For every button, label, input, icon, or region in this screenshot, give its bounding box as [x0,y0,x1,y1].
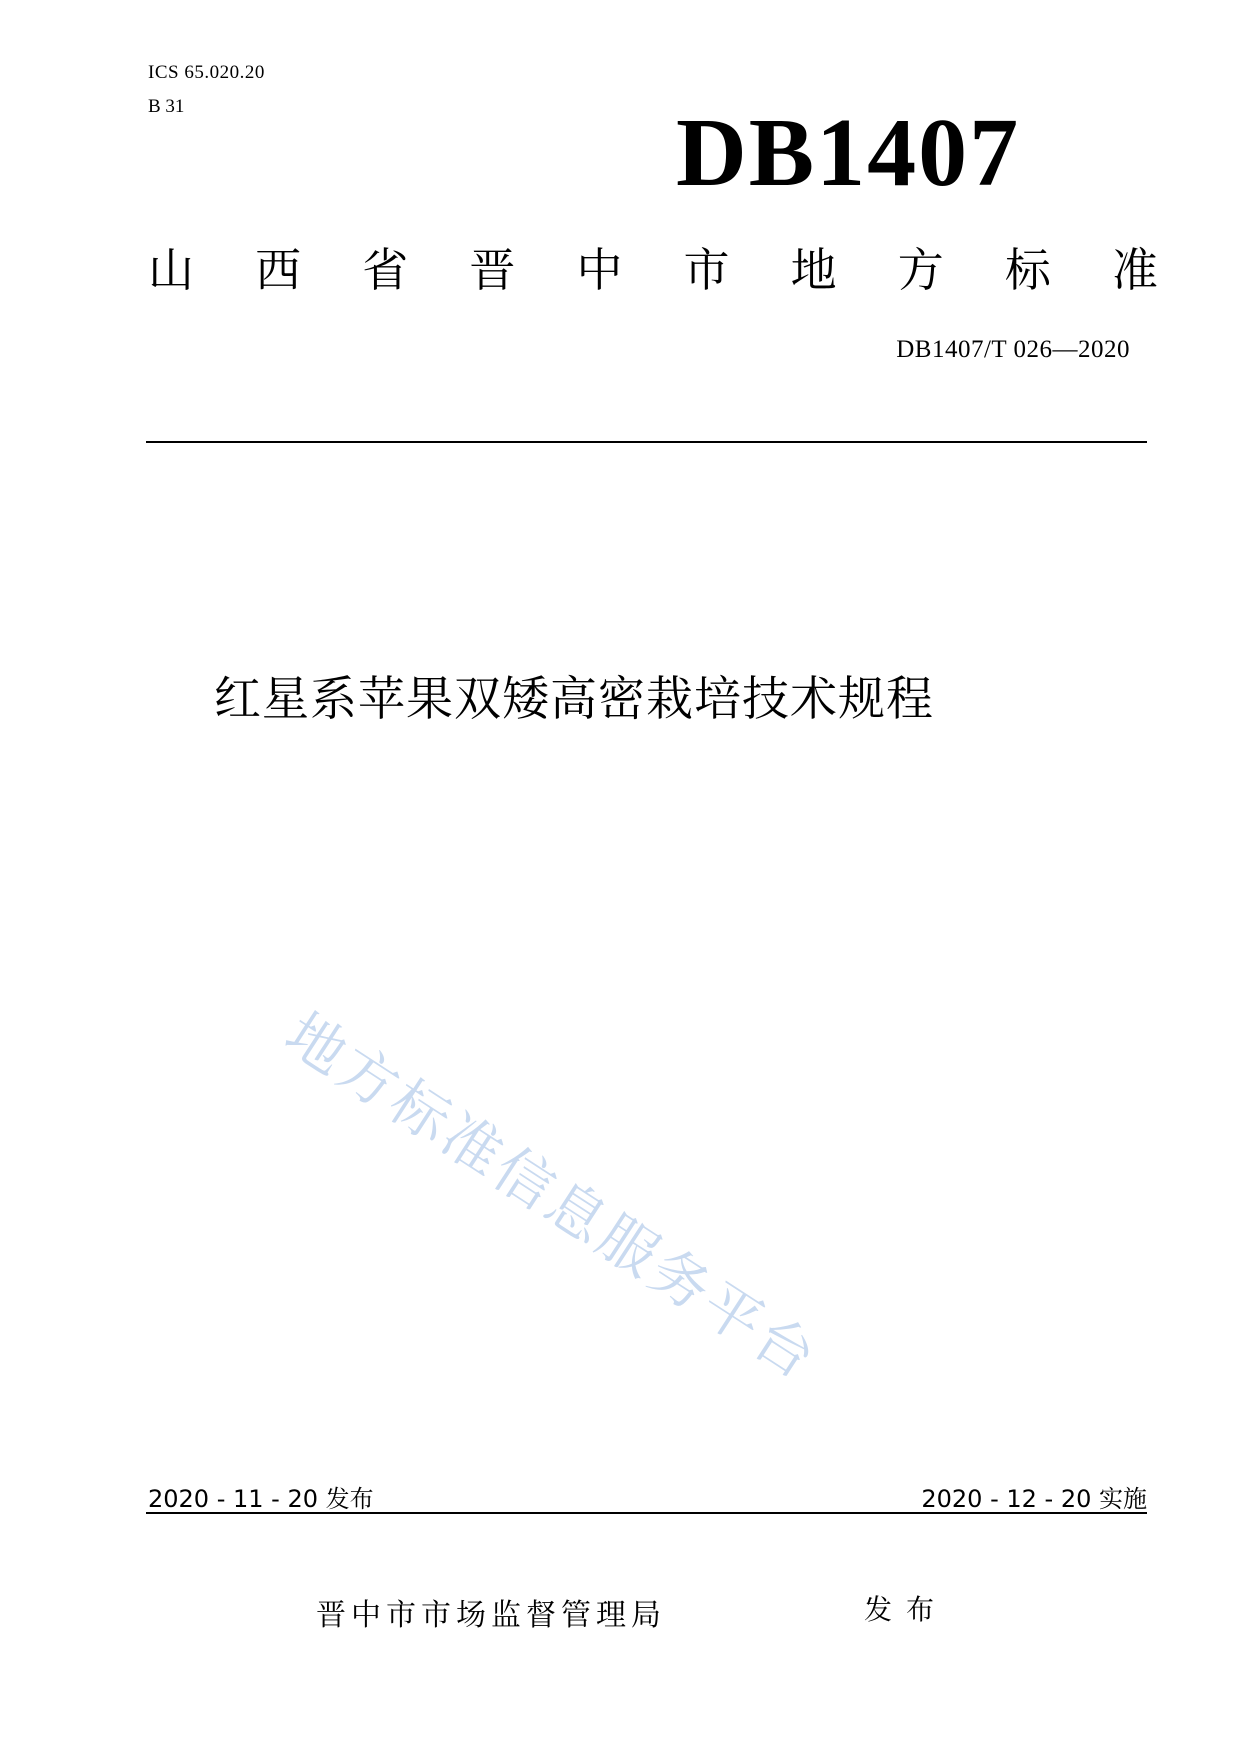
category-char: 西 [255,243,302,297]
implementation-date: 2020 - 12 - 20 实施 [921,1485,1147,1513]
category-char: 省 [362,243,409,297]
top-divider [146,441,1147,443]
category-char: 准 [1111,243,1158,297]
standard-category [148,244,1158,296]
category-char: 晋 [469,243,516,297]
watermark: 地方标准信息服务平台 [273,999,831,1394]
ccs-code: B 31 [148,96,185,117]
document-title: 红星系苹果双矮高密栽培技术规程 [214,672,934,727]
issuing-authority: 晋中市市场监督管理局 [316,1598,666,1633]
issue-label: 发布 [864,1593,949,1626]
category-char: 地 [790,243,837,297]
ics-code: ICS 65.020.20 [148,62,265,83]
issue-date: 2020 - 11 - 20 发布 [148,1485,374,1513]
bottom-divider [146,1512,1147,1514]
standard-code: DB1407 [676,99,1021,207]
standard-number: DB1407/T 026—2020 [896,336,1130,363]
category-char: 方 [897,243,944,297]
category-char: 市 [683,243,730,297]
category-char: 山 [148,243,194,297]
category-char: 中 [576,243,623,297]
category-char: 标 [1004,243,1051,297]
